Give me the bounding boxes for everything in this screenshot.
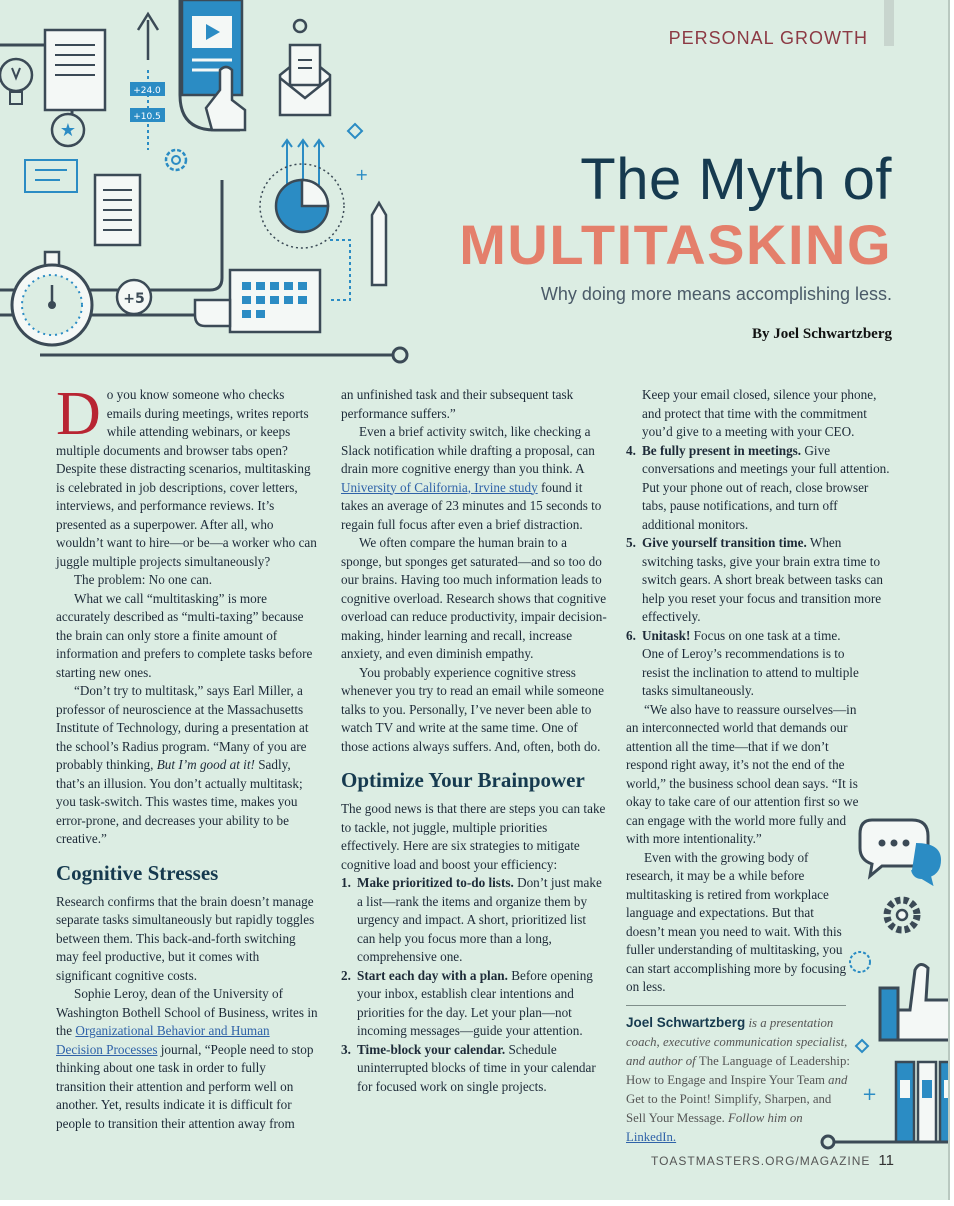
book-title-2: Get to the Point! Simplify, Sharpen, and Sell Your Message. <box>626 1092 832 1125</box>
book-title: The Language of Leadership: How to Engage and Inspire Your Team <box>626 1054 850 1087</box>
column-1 <box>56 380 318 1133</box>
paragraph <box>56 380 318 571</box>
journal-link[interactable]: Organizational Behavior and Human Decision Processes <box>56 1023 270 1057</box>
bio-text: Follow him on <box>724 1111 803 1125</box>
list-item-title: Unitask! <box>642 627 691 643</box>
study-link[interactable]: University of California, Irvine study <box>341 479 538 495</box>
lightbulb-icon <box>0 59 32 104</box>
envelope-icon <box>280 45 330 115</box>
list-item <box>626 534 890 627</box>
author-name: Joel Schwartzberg <box>626 1015 746 1030</box>
bio-divider <box>626 1005 846 1006</box>
list-item-text: Before opening your inbox, establish clear intentions and priorities for the day. Let your plan—not incoming messages—guide your attention. <box>357 967 593 1038</box>
paragraph: Keep your email closed, silence your phone, and protect that time with the commitment you’d give to a meeting with your CEO. <box>642 387 877 439</box>
author-bio <box>626 1013 851 1147</box>
thumbs-up-icon <box>880 964 950 1040</box>
corner-tab <box>884 0 894 46</box>
illustration <box>0 0 420 370</box>
list-item-text: When switching tasks, give your brain extra time to switch gears. A short break between tasks can help you reset your focus and transition more effectively. <box>642 535 883 624</box>
text-span: Sadly, that’s an illusion. You don’t actually multitask; you task-switch. This wastes time, makes you error-prone, and decreases your ability to be creative.” <box>56 757 303 846</box>
list-item <box>341 967 607 1041</box>
paragraph: You probably experience cognitive stress whenever you try to read an email while someone talks to you. Personally, I’ve never been able to watch TV and write at the same time. One of those actions always suffers. And, often, both do. <box>341 664 604 754</box>
list-number: 1. <box>341 875 351 890</box>
section-heading: Cognitive Stresses <box>56 860 219 885</box>
text-span: Sophie Leroy, dean of the University of Washington Bothell School of Business, writes in the <box>56 986 318 1038</box>
paragraph: One of Leroy’s recommendations is to resist the inclination to attend to multiple tasks simultaneously. <box>642 646 859 698</box>
timer-label: +5 <box>123 291 145 307</box>
svg-text:+: + <box>862 1084 878 1105</box>
list-item-title: Make prioritized to-do lists. <box>357 875 514 890</box>
pencil-icon <box>372 203 386 285</box>
strategy-list-continued <box>626 442 890 646</box>
side-illustration <box>820 800 950 1160</box>
section-heading: Optimize Your Brainpower <box>341 768 585 792</box>
list-number: 2. <box>341 967 351 983</box>
text-span: Even a brief activity switch, like checking a Slack notification while drafting a proposal, can drain more cognitive energy than you think. A <box>341 424 595 476</box>
paragraph: The problem: No one can. <box>74 572 213 587</box>
svg-text:★: ★ <box>59 120 77 141</box>
paragraph: “We also have to reassure ourselves—in an interconnected world that demands our attention all the time—that if we don’t respond right away, it’s not the end of the world,” the business school dean says. “It is okay to take care of our attention first so we can engage with the world more fully and with more intentionality.” <box>626 701 859 846</box>
list-number: 6. <box>626 627 636 643</box>
paragraph <box>341 423 607 534</box>
list-item <box>341 874 607 967</box>
page-title-line-1: The Myth of <box>580 147 892 212</box>
badge-2-text: +10.5 <box>133 112 161 122</box>
bio-text: is a presentation coach, executive communication specialist, and author of <box>626 1016 848 1068</box>
list-item-text: Give conversations and meetings your full attention. Put your phone out of reach, close browser tabs, pause notifications, and turn off additional monitors. <box>642 442 890 532</box>
linkedin-link[interactable]: LinkedIn. <box>626 1130 677 1144</box>
drop-cap: D <box>56 380 101 448</box>
list-item-title: Be fully present in meetings. <box>642 442 802 458</box>
badge-1-text: +24.0 <box>133 86 161 96</box>
list-item <box>341 1041 607 1097</box>
text-span: journal, “People need to stop thinking about one task in order to fully transition their attention and perform well on another. Yet, results indicate it is difficult for people to transition their attention away from <box>56 1041 314 1131</box>
paragraph: What we call “multitasking” is more accurately described as “multi-taxing” because the brain can only store a finite amount of information and prefers to complete tasks before starting new ones. <box>56 590 313 680</box>
paragraph <box>56 682 318 849</box>
list-item <box>626 627 890 646</box>
paragraph: an unfinished task and their subsequent task performance suffers.” <box>341 387 574 421</box>
paragraph: Research confirms that the brain doesn’t manage separate tasks simultaneously but rapidly toggles between them. This back-and-forth switching may feel productive, but it comes with significant cognitive costs. <box>56 893 315 983</box>
gear-icon <box>887 900 917 930</box>
list-item-title: Give yourself transition time. <box>642 535 807 550</box>
paragraph-text: o you know someone who checks emails during meetings, writes reports while attending webinars, or keeps multiple documents and browser tabs open? Despite these distracting scenarios, multitasking is celebrated in job descriptions, cover letters, interviews, and performance reviews. It’s presented as a superpower. After all, who wouldn’t want to hire—or be—a worker who can juggle multiple projects simultaneously? <box>56 387 317 569</box>
page-footer <box>651 1152 894 1169</box>
list-item-text: Focus on one task at a time. <box>690 627 841 643</box>
list-item-title: Start each day with a plan. <box>357 967 508 983</box>
text-span: found it takes an average of 23 minutes and 15 seconds to regain full focus after even a brief distraction. <box>341 479 602 532</box>
strategy-list <box>341 874 607 1096</box>
magazine-url: TOASTMASTERS.ORG/MAGAZINE <box>650 1154 871 1168</box>
calendar-icon <box>195 270 320 332</box>
list-number: 5. <box>626 535 636 550</box>
binders-icon <box>896 1062 950 1142</box>
pipe-end-circle <box>393 348 407 362</box>
text-span: “Don’t try to multitask,” says Earl Miller, a professor of neuroscience at the Massachusetts Institute of Technology, during a presentation at the school’s Radius program. “Many of you are probably thinking, <box>56 683 309 772</box>
paragraph: The good news is that there are steps you can take to tackle, not juggle, multiple priorities effectively. Here are six strategies to mitigate cognitive load and boost your efficiency: <box>341 801 606 872</box>
byline: By Joel Schwartzberg <box>752 326 892 342</box>
speech-bubbles-icon <box>860 820 940 884</box>
list-item <box>626 442 890 535</box>
paragraph: Even with the growing body of research, it may be a while before multitasking is retired from workplace language and expectations. But that doesn’t mean you need to wait. With this fuller understanding of multitasking, you can start accomplishing more by focusing on less. <box>626 849 847 994</box>
page-title-line-2: MULTITASKING <box>459 213 892 276</box>
list-number: 4. <box>626 442 636 458</box>
italic-quote: But I’m good at it! <box>156 757 255 772</box>
column-2 <box>341 386 607 1096</box>
list-item-title: Time-block your calendar. <box>357 1041 506 1057</box>
subtitle: Why doing more means accomplishing less. <box>540 284 892 304</box>
page-number: 11 <box>878 1152 894 1169</box>
list-item-text: Don’t just make a list—rank the items and organize them by urgency and impact. A short, prioritized list can help you focus more than a long, comprehensive one. <box>357 875 602 964</box>
bio-text: and <box>824 1073 848 1087</box>
section-label: PERSONAL GROWTH <box>668 28 868 48</box>
list-item-text: Schedule uninterrupted blocks of time in your calendar for focused work on single projects. <box>357 1041 596 1094</box>
document-icon <box>45 30 105 146</box>
list-number: 3. <box>341 1041 351 1057</box>
gear-icon <box>166 150 186 170</box>
svg-text:+: + <box>355 165 369 184</box>
clipboard-icon <box>95 175 140 245</box>
paragraph <box>56 985 318 1133</box>
stopwatch-icon <box>12 252 92 345</box>
chat-icon <box>25 160 77 192</box>
paragraph: We often compare the human brain to a sponge, but sponges get saturated—and so too do our brains. Having too much information leads to cognitive overload. Research shows that cognitive overload can reduce productivity, impair decision-making, hinder learning and recall, increase anxiety, and even diminish empathy. <box>341 535 607 661</box>
